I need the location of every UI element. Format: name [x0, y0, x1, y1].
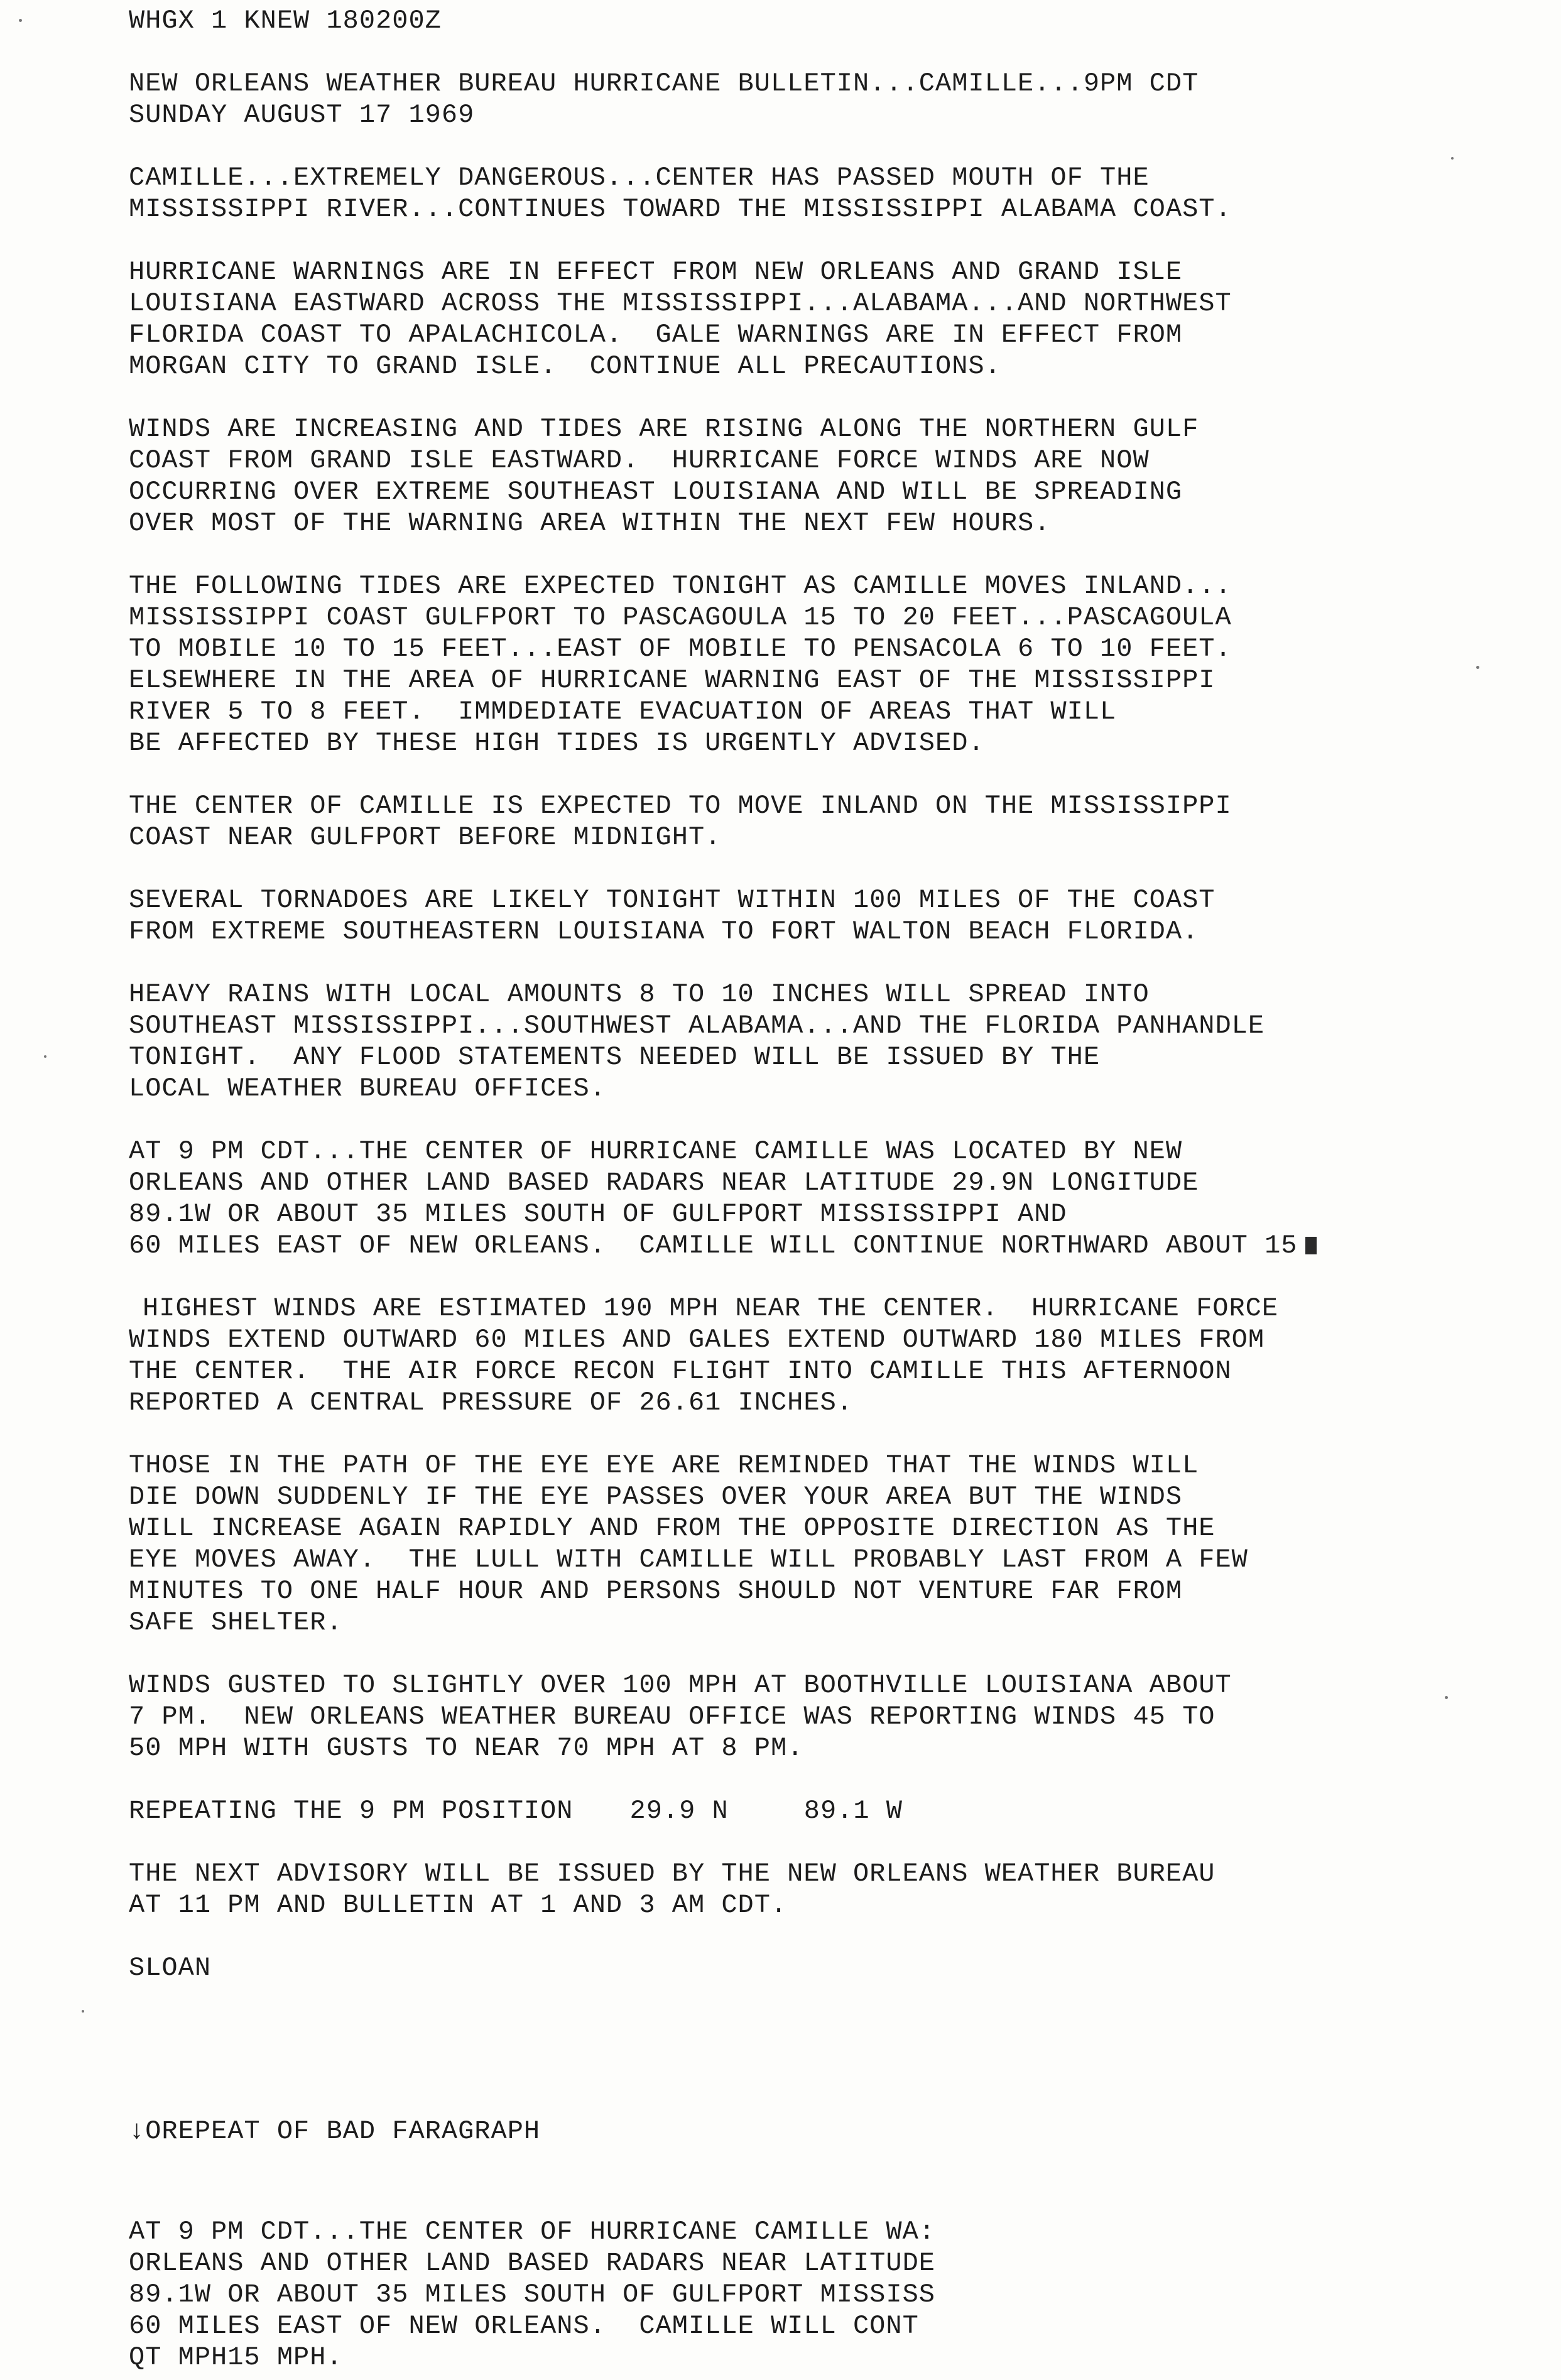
text-line: COAST NEAR GULFPORT BEFORE MIDNIGHT.: [129, 822, 722, 852]
paper-speck: [1451, 157, 1454, 160]
repeat-header-block: [129, 2116, 1498, 2147]
text-line: 50 MPH WITH GUSTS TO NEAR 70 MPH AT 8 PM.: [129, 1733, 804, 1763]
signature-block: [129, 1952, 1498, 1984]
text-line: AT 11 PM AND BULLETIN AT 1 AND 3 AM CDT.: [129, 1890, 788, 1920]
text-line: ORLEANS AND OTHER LAND BASED RADARS NEAR LATITUDE 29.9N LONGITUDE: [129, 1168, 1199, 1198]
text-line: EYE MOVES AWAY. THE LULL WITH CAMILLE WILL PROBABLY LAST FROM A FEW: [129, 1545, 1248, 1575]
paper-speck: [1445, 1696, 1448, 1699]
text-line: WINDS GUSTED TO SLIGHTLY OVER 100 MPH AT BOOTHVILLE LOUISIANA ABOUT: [129, 1670, 1232, 1700]
text-line: 89.1W OR ABOUT 35 MILES SOUTH OF GULFPORT MISSISS: [129, 2279, 936, 2310]
text-line: LOCAL WEATHER BUREAU OFFICES.: [129, 1073, 606, 1104]
text-line: HURRICANE WARNINGS ARE IN EFFECT FROM NEW ORLEANS AND GRAND ISLE: [129, 257, 1183, 287]
paragraph-landfall: [129, 790, 1498, 853]
paper-speck: [19, 19, 22, 22]
text-line: HEAVY RAINS WITH LOCAL AMOUNTS 8 TO 10 INCHES WILL SPREAD INTO: [129, 979, 1150, 1009]
text-line: FLORIDA COAST TO APALACHICOLA. GALE WARNINGS ARE IN EFFECT FROM: [129, 320, 1183, 350]
paper-speck: [82, 2010, 84, 2013]
paragraph-highest-winds: [129, 1293, 1498, 1418]
text-line: LOUISIANA EASTWARD ACROSS THE MISSISSIPPI...ALABAMA...AND NORTHWEST: [129, 288, 1232, 318]
title-line: SUNDAY AUGUST 17 1969: [129, 100, 475, 130]
text-line: THOSE IN THE PATH OF THE EYE EYE ARE REMINDED THAT THE WINDS WILL: [129, 1450, 1199, 1481]
text-line: AT 9 PM CDT...THE CENTER OF HURRICANE CAMILLE WA:: [129, 2217, 936, 2247]
paragraph-next-advisory: [129, 1858, 1498, 1921]
text-line: 7 PM. NEW ORLEANS WEATHER BUREAU OFFICE WAS REPORTING WINDS 45 TO: [129, 1702, 1216, 1732]
text-line: COAST FROM GRAND ISLE EASTWARD. HURRICANE FORCE WINDS ARE NOW: [129, 445, 1150, 475]
repeat-position-line: [129, 1795, 1498, 1827]
repeated-paragraph-truncated: [129, 2216, 1033, 2373]
text-line: FROM EXTREME SOUTHEASTERN LOUISIANA TO FORT WALTON BEACH FLORIDA.: [129, 916, 1199, 947]
bulletin-title: [129, 68, 1498, 131]
station-header: [129, 5, 1498, 36]
text-line: SEVERAL TORNADOES ARE LIKELY TONIGHT WITHIN 100 MILES OF THE COAST: [129, 885, 1216, 915]
text-line: MISSISSIPPI RIVER...CONTINUES TOWARD THE MISSISSIPPI ALABAMA COAST.: [129, 194, 1232, 224]
text-line: THE NEXT ADVISORY WILL BE ISSUED BY THE NEW ORLEANS WEATHER BUREAU: [129, 1859, 1216, 1889]
text-line: REPORTED A CENTRAL PRESSURE OF 26.61 INCHES.: [129, 1388, 853, 1418]
ink-marker-block: [1305, 1237, 1317, 1254]
paper-speck: [44, 1055, 46, 1058]
text-line-with-marker: [129, 1230, 1498, 1261]
text-line: ORLEANS AND OTHER LAND BASED RADARS NEAR LATITUDE: [129, 2248, 936, 2278]
text-line: BE AFFECTED BY THESE HIGH TIDES IS URGENTLY ADVISED.: [129, 728, 985, 758]
text-line: THE CENTER. THE AIR FORCE RECON FLIGHT INTO CAMILLE THIS AFTERNOON: [129, 1356, 1232, 1386]
station-line: WHGX 1 KNEW 180200Z: [129, 6, 442, 36]
text-line: WILL INCREASE AGAIN RAPIDLY AND FROM THE OPPOSITE DIRECTION AS THE: [129, 1513, 1216, 1543]
paragraph-rains: [129, 979, 1498, 1104]
text-line: ELSEWHERE IN THE AREA OF HURRICANE WARNING EAST OF THE MISSISSIPPI: [129, 665, 1216, 695]
text-line: MORGAN CITY TO GRAND ISLE. CONTINUE ALL PRECAUTIONS.: [129, 351, 1001, 381]
repeat-header: ↓OREPEAT OF BAD FARAGRAPH: [129, 2116, 541, 2146]
text-line: SAFE SHELTER.: [129, 1607, 343, 1638]
paragraph-eye-warning: [129, 1450, 1498, 1638]
text-line: 89.1W OR ABOUT 35 MILES SOUTH OF GULFPORT MISSISSIPPI AND: [129, 1199, 1067, 1229]
paragraph-warnings: [129, 256, 1498, 382]
paragraph-gusts: [129, 1670, 1498, 1764]
text-line: RIVER 5 TO 8 FEET. IMMDEDIATE EVACUATION OF AREAS THAT WILL: [129, 697, 1117, 727]
text-line: OVER MOST OF THE WARNING AREA WITHIN THE NEXT FEW HOURS.: [129, 508, 1051, 538]
paper-speck: [1476, 666, 1479, 669]
text-line: SOUTHEAST MISSISSIPPI...SOUTHWEST ALABAMA...AND THE FLORIDA PANHANDLE: [129, 1011, 1265, 1041]
repeat-position-row: [129, 1795, 1498, 1827]
text-line: OCCURRING OVER EXTREME SOUTHEAST LOUISIANA AND WILL BE SPREADING: [129, 477, 1183, 507]
text-line: TONIGHT. ANY FLOOD STATEMENTS NEEDED WILL BE ISSUED BY THE: [129, 1042, 1101, 1072]
text-line: AT 9 PM CDT...THE CENTER OF HURRICANE CAMILLE WAS LOCATED BY NEW: [129, 1136, 1183, 1166]
text-line: THE CENTER OF CAMILLE IS EXPECTED TO MOVE INLAND ON THE MISSISSIPPI: [129, 791, 1232, 821]
paragraph-winds-tides: [129, 413, 1498, 539]
text-line: 60 MILES EAST OF NEW ORLEANS. CAMILLE WILL CONTINUE NORTHWARD ABOUT 15: [129, 1231, 1298, 1261]
paragraph-tides-expected: [129, 570, 1498, 759]
text-line: THE FOLLOWING TIDES ARE EXPECTED TONIGHT AS CAMILLE MOVES INLAND...: [129, 571, 1232, 601]
text-line: DIE DOWN SUDDENLY IF THE EYE PASSES OVER YOUR AREA BUT THE WINDS: [129, 1482, 1183, 1512]
text-line: HIGHEST WINDS ARE ESTIMATED 190 MPH NEAR THE CENTER. HURRICANE FORCE: [143, 1293, 1279, 1323]
paragraph-tornadoes: [129, 884, 1498, 947]
text-line: WINDS ARE INCREASING AND TIDES ARE RISING ALONG THE NORTHERN GULF: [129, 414, 1199, 444]
text-line: TO MOBILE 10 TO 15 FEET...EAST OF MOBILE TO PENSACOLA 6 TO 10 FEET.: [129, 634, 1232, 664]
signature-name: SLOAN: [129, 1953, 212, 1983]
paragraph-status: [129, 162, 1498, 225]
text-line: MINUTES TO ONE HALF HOUR AND PERSONS SHOULD NOT VENTURE FAR FROM: [129, 1576, 1183, 1606]
text-line: QT MPH15 MPH.: [129, 2342, 343, 2372]
text-line: MISSISSIPPI COAST GULFPORT TO PASCAGOULA 15 TO 20 FEET...PASCAGOULA: [129, 602, 1232, 633]
text-line: 60 MILES EAST OF NEW ORLEANS. CAMILLE WILL CONT: [129, 2311, 919, 2341]
repeat-position-longitude: 89.1 W: [803, 1796, 903, 1826]
text-line: CAMILLE...EXTREMELY DANGEROUS...CENTER HAS PASSED MOUTH OF THE: [129, 163, 1150, 193]
text-line: WINDS EXTEND OUTWARD 60 MILES AND GALES EXTEND OUTWARD 180 MILES FROM: [129, 1325, 1265, 1355]
paragraph-position: [129, 1136, 1498, 1261]
title-line: NEW ORLEANS WEATHER BUREAU HURRICANE BULLETIN...CAMILLE...9PM CDT: [129, 68, 1199, 99]
repeat-position-latitude: 29.9 N: [629, 1796, 729, 1826]
repeat-position-label: REPEATING THE 9 PM POSITION: [129, 1796, 574, 1826]
